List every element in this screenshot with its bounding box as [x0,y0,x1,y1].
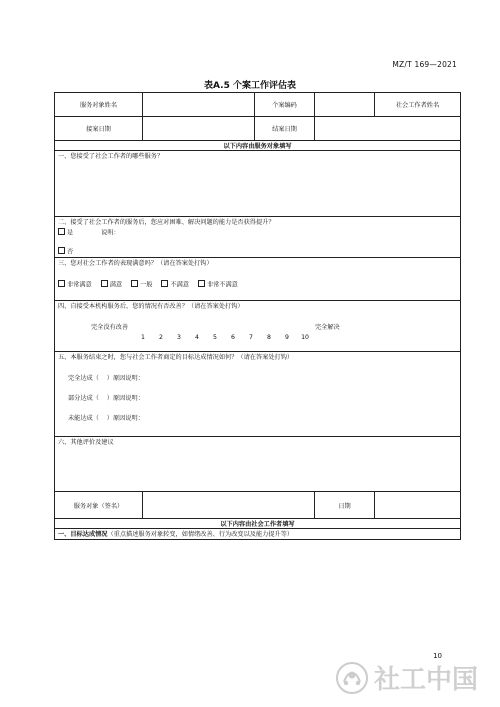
info-row-1 [55,93,461,117]
q4-scale-6[interactable]: 6 [231,334,235,341]
q4-scale-7[interactable]: 7 [249,334,253,341]
case-evaluation-form [54,92,461,540]
client-name-label: 服务对象姓名 [55,93,143,117]
case-no-label: 个案编码 [255,93,315,117]
question-1 [55,151,461,217]
w1-note: （重点描述服务对象转变，如情绪改善、行为改变以及能力提升等） [107,531,294,538]
q5-none-label: 未能达成 [68,415,93,422]
q4-scale [58,332,457,342]
q3-opt1-label: 非常满意 [67,281,92,289]
q2-explain-label: 说明： [101,229,120,237]
q4-scale-10[interactable]: 10 [301,334,309,341]
q3-opt2-label: 满意 [109,281,123,289]
open-date-field[interactable] [143,117,255,141]
sign-date-label: 日期 [315,492,375,519]
q4-scale-8[interactable]: 8 [267,334,271,341]
q3-opt5-label: 非常不满意 [206,281,238,289]
section-client-title: 以下内容由服务对象填写 [55,141,461,151]
page-number: 10 [433,652,442,660]
q2-no-label: 否 [67,248,74,255]
q4-left-label: 完全没有改善 [91,324,129,331]
q3-opt3-label: 一般 [140,281,153,289]
section-worker-title: 以下内容由社会工作者填写 [55,519,461,529]
case-no-field[interactable] [315,93,375,117]
watermark-logo [330,658,480,698]
q5-partial-label: 部分达成 [68,395,93,402]
q4-scale-9[interactable]: 9 [285,334,289,341]
client-sign-label: 服务对象（签名） [55,492,143,519]
q6-text: 六、其他评价及建议 [58,439,114,446]
q3-opt2-checkbox[interactable] [101,280,108,287]
q3-opt4-checkbox[interactable] [161,280,168,287]
q3-opt3-checkbox[interactable] [131,280,138,287]
client-name-field[interactable] [143,93,255,117]
q4-scale-4[interactable]: 4 [195,334,199,341]
sign-row [55,492,461,519]
q4-text: 四、自接受本机构服务后，您的情况有否改善？（请在答案处打钩） [58,303,244,310]
q5-text: 五、本服务结束之时，您与社会工作者商定的目标达成情况如何？（请在答案处打钩） [58,354,294,361]
question-6 [55,437,461,492]
close-date-field[interactable] [315,117,461,141]
q3-opt1-checkbox[interactable] [58,280,65,287]
table-title: 表A.5 个案工作评估表 [204,81,296,91]
q3-opt4-label: 不满意 [170,281,189,289]
q2-yes-label: 是 [67,229,74,237]
w1-title: 一、目标达成情况 [58,531,108,538]
worker-item-1 [55,529,461,540]
info-row-2 [55,117,461,141]
open-date-label: 接案日期 [55,117,143,141]
watermark-text: 社工中国 [374,665,479,695]
close-date-label: 结案日期 [255,117,315,141]
q3-opt5-checkbox[interactable] [198,280,205,287]
q5-row-full[interactable]: 完全达成（ ）原因说明： [68,375,144,382]
q5-full-reason-label: 原因说明： [113,375,144,382]
q5-row-none[interactable]: 未能达成（ ）原因说明： [68,415,144,422]
q4-scale-1[interactable]: 1 [141,334,145,341]
client-sign-field[interactable] [143,492,315,519]
q2-text: 二、接受了社会工作者的服务后，您应对困难、解决问题的能力是否获得提升？ [58,219,275,226]
q2-no-checkbox[interactable] [58,247,65,254]
worker-name-label: 社会工作者姓名 [375,93,461,117]
q4-right-label: 完全解决 [315,324,340,331]
q3-text: 三、您对社会工作者的表现满意吗？（请在答案处打钩） [58,260,213,267]
question-2 [55,217,461,258]
q4-scale-2[interactable]: 2 [159,334,163,341]
standard-code: MZ/T 169—2021 [392,60,457,69]
question-3 [55,258,461,301]
q2-yes-checkbox[interactable] [58,228,65,235]
q4-scale-5[interactable]: 5 [213,334,217,341]
q5-none-reason-label: 原因说明： [113,415,144,422]
question-5 [55,352,461,437]
q5-row-partial[interactable]: 部分达成（ ）原因说明： [68,395,144,402]
q3-options [58,279,457,290]
sign-date-field[interactable] [375,492,461,519]
watermark-emblem-icon [330,658,480,698]
q5-full-label: 完全达成 [68,375,93,382]
question-4 [55,301,461,352]
q5-partial-reason-label: 原因说明： [113,395,144,402]
q4-scale-3[interactable]: 3 [177,334,181,341]
q1-text: 一、您接受了社会工作者的哪些服务？ [58,153,164,160]
